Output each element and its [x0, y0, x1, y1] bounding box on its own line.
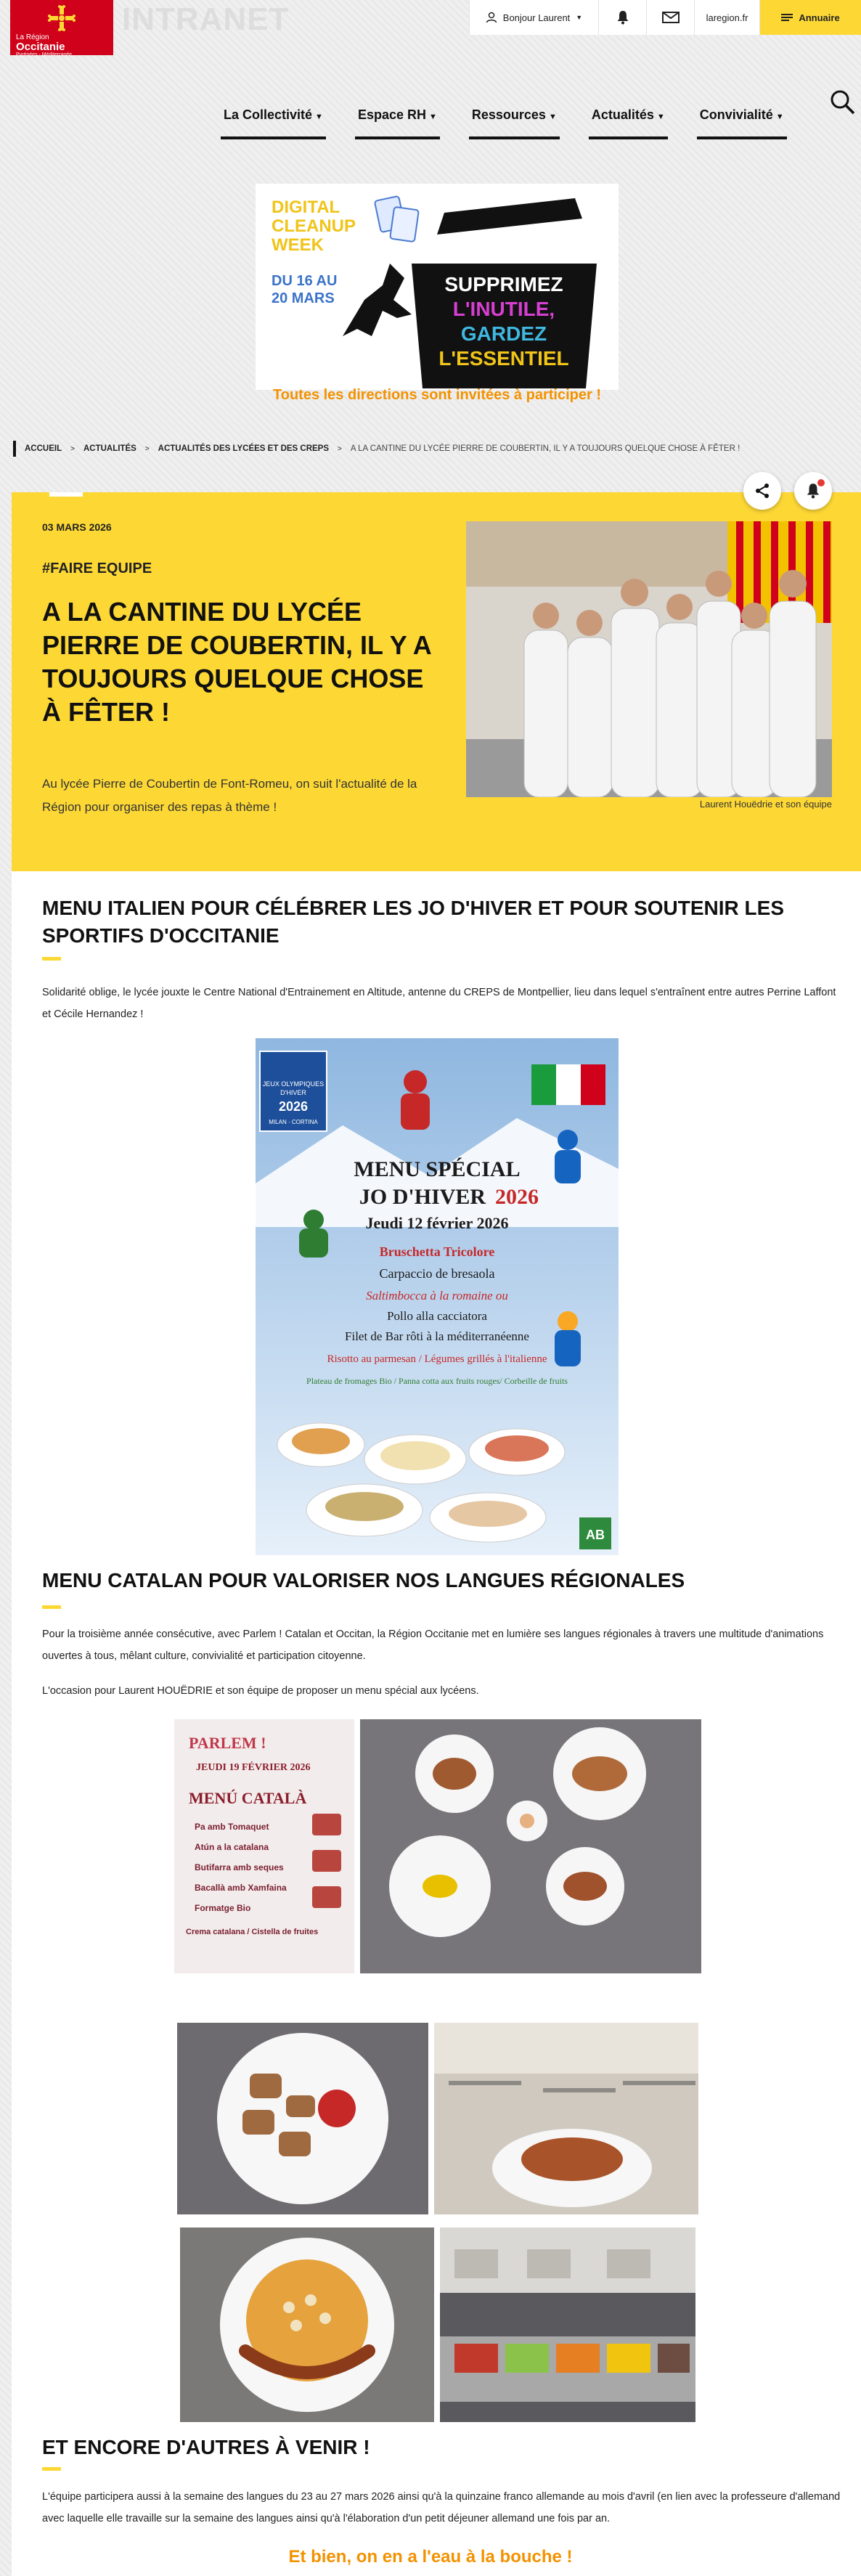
main-nav: [221, 102, 816, 139]
menu-card-item: Crema catalana / Cistella de fruites: [186, 1928, 319, 1936]
photo-caption: Laurent Houëdrie et son équipe: [699, 799, 832, 810]
team-photo: [466, 521, 832, 797]
banner-line3: WEEK: [272, 235, 324, 255]
laregion-link[interactable]: laregion.fr: [694, 0, 759, 35]
user-menu[interactable]: [469, 0, 598, 35]
section-text-a-venir: L'équipe participera aussi à la semaine des langues du 23 au 27 mars 2026 ainsi qu'à la quinzaine franco allemande au mois d'avril (en lien avec la professeure d'allemand avec laquelle elle travaille sur la semaine des langues ainsi qu'à l'élaboration d'un petit déjeuner allemand une fois par an.: [42, 2491, 841, 2524]
article-date: 03 MARS 2026: [42, 521, 112, 533]
nav-actualites[interactable]: [589, 102, 668, 139]
sausage-beans-photo: [180, 2227, 434, 2422]
banner-dates2: 20 MARS: [272, 290, 335, 306]
poster-item: Plateau de fromages Bio / Panna cotta aux fruits rouges/ Corbeille de fruits: [306, 1376, 568, 1386]
menu-jo-poster: [256, 1038, 619, 1555]
poster-item: Bruschetta Tricolore: [379, 1244, 495, 1259]
subscribe-button[interactable]: [794, 472, 832, 510]
breadcrumb-section[interactable]: ACTUALITÉS: [83, 444, 136, 453]
chevron-down-icon: ▼: [576, 14, 583, 21]
nav-label: Espace RH: [357, 107, 426, 122]
chevron-down-icon: ▼: [548, 113, 557, 121]
banner-slogan2: L'INUTILE,: [452, 298, 555, 320]
bread-tomato-photo: [177, 2023, 428, 2214]
notification-dot: [817, 479, 825, 486]
intranet-wordmark: INTRANET: [122, 1, 290, 37]
poster-title2: JO D'HIVER: [359, 1185, 486, 1209]
banner-graphic: [256, 184, 619, 390]
breadcrumb-subsection[interactable]: ACTUALITÉS DES LYCÉES ET DES CREPS: [158, 444, 330, 453]
logo-line3: Pyrénées - Méditerranée: [16, 52, 73, 57]
chevron-right-icon: >: [338, 444, 342, 453]
nav-label: La Collectivité: [224, 107, 313, 122]
poster-item: Filet de Bar rôti à la méditerranéenne: [345, 1329, 529, 1343]
article-tag[interactable]: #FAIRE EQUIPE: [42, 561, 152, 576]
badge-line3: 2026: [278, 1099, 309, 1114]
food-thumbnails: [312, 1814, 341, 1908]
messages-button[interactable]: [646, 0, 694, 35]
article-description: Au lycée Pierre de Coubertin de Font-Romeu, on suit l'actualité de la Région pour organiser des repas à thème !: [42, 777, 417, 814]
closing-tagline: Et bien, on en a l'eau à la bouche !: [288, 2547, 573, 2567]
chevron-down-icon: ▼: [775, 113, 784, 121]
nav-label: Convivialité: [699, 107, 773, 122]
top-bar: [469, 0, 861, 35]
notifications-button[interactable]: [598, 0, 646, 35]
banner-dates1: DU 16 AU: [272, 273, 338, 289]
banner-slogan4: L'ESSENTIEL: [438, 347, 569, 370]
menu-card-item: Pa amb Tomaquet: [195, 1822, 269, 1832]
menu-card-item: Formatge Bio: [195, 1903, 251, 1913]
breadcrumb-current: A LA CANTINE DU LYCÉE PIERRE DE COUBERTIN, IL Y A TOUJOURS QUELQUE CHOSE À FÊTER !: [350, 444, 740, 453]
section-text-italien: Solidarité oblige, le lycée jouxte le Centre National d'Entrainement en Altitude, antenne du CREPS de Montpellier, lieu dans lequel s'entraînent entre autres Perrine Laffont et Cécile Hernandez !: [42, 987, 836, 1020]
share-icon: [754, 483, 770, 499]
badge-line4: MILAN · CORTINA: [269, 1119, 318, 1125]
chevron-right-icon: >: [70, 444, 75, 453]
chevron-right-icon: >: [144, 444, 150, 453]
hero-accent-bar: [49, 492, 83, 497]
banner-line2: CLEANUP: [272, 216, 356, 236]
buffet-counter-photo: [440, 2227, 695, 2422]
user-greeting: Bonjour Laurent: [502, 12, 571, 23]
digital-cleanup-banner[interactable]: [256, 184, 619, 390]
nav-convivialite[interactable]: [697, 102, 787, 139]
nav-espace-rh[interactable]: [355, 102, 440, 139]
banner-caption: Toutes les directions sont invitées à participer !: [273, 387, 601, 403]
user-icon: [486, 12, 497, 23]
banner-slogan1: SUPPRIMEZ: [444, 273, 563, 295]
chevron-down-icon: ▼: [656, 113, 665, 121]
chevron-down-icon: ▼: [315, 113, 323, 121]
section-text-catalan-2: L'occasion pour Laurent HOUËDRIE et son équipe de proposer un menu spécial aux lycéens.: [42, 1685, 479, 1697]
poster-date: Jeudi 12 février 2026: [365, 1214, 509, 1232]
italian-flag: [531, 1064, 605, 1105]
poster-item: Risotto au parmesan / Légumes grillés à l'italienne: [327, 1353, 547, 1365]
title-underline: [42, 1605, 61, 1609]
section-text-catalan-1: Pour la troisième année consécutive, avec Parlem ! Catalan et Occitan, la Région Occitanie met en lumière ses langues régionales à travers une multitude d'animations ouvertes à tous, mêlant culture, convivialité et participation citoyenne.: [42, 1629, 824, 1662]
logo-line2: Occitanie: [16, 41, 65, 53]
nav-ressources[interactable]: [469, 102, 560, 139]
menu-card-item: Atún a la catalana: [195, 1842, 269, 1852]
annuaire-label: Annuaire: [799, 12, 840, 23]
menu-card-title: MENÚ CATALÀ: [189, 1789, 307, 1807]
badge-line1: JEUX OLYMPIQUES: [262, 1080, 325, 1088]
mail-icon: [662, 12, 680, 23]
chevron-down-icon: ▼: [428, 113, 437, 121]
poster-year: 2026: [495, 1185, 539, 1209]
breadcrumb: [13, 441, 748, 457]
section-title-a-venir: ET ENCORE D'AUTRES À VENIR !: [42, 2436, 370, 2458]
ab-label-text: AB: [586, 1528, 605, 1542]
search-icon[interactable]: [828, 87, 857, 116]
article-title: A LA CANTINE DU LYCÉE PIERRE DE COUBERTIN, IL Y A TOUJOURS QUELQUE CHOSE À FÊTER !: [42, 597, 431, 727]
menu-lines-icon: [781, 13, 793, 22]
canteen-plate-photo: [434, 2023, 698, 2214]
section-title-italien: MENU ITALIEN POUR CÉLÉBRER LES JO D'HIVER ET POUR SOUTENIR LES SPORTIFS D'OCCITANIE: [42, 897, 785, 947]
logo-line1: La Région: [16, 33, 49, 41]
breadcrumb-home[interactable]: ACCUEIL: [25, 444, 62, 453]
poster-item: Saltimbocca à la romaine ou: [366, 1289, 508, 1303]
poster-item: Pollo alla cacciatora: [387, 1309, 487, 1323]
catalan-plates-photo: [360, 1719, 701, 1973]
banner-slogan3: GARDEZ: [460, 322, 547, 345]
menu-card-head1: PARLEM !: [189, 1734, 266, 1752]
title-underline: [42, 2467, 61, 2471]
menu-card-item: Bacallà amb Xamfaina: [195, 1883, 287, 1893]
annuaire-button[interactable]: [759, 0, 861, 35]
occitan-cross-icon: [41, 4, 83, 32]
menu-catala-card: [174, 1719, 354, 1973]
bell-icon: [616, 10, 629, 25]
poster-item: Carpaccio de bresaola: [379, 1266, 495, 1281]
region-logo[interactable]: [10, 0, 113, 55]
nav-label: Actualités: [591, 107, 654, 122]
nav-la-collectivite[interactable]: [221, 102, 326, 139]
section-title-catalan: MENU CATALAN POUR VALORISER NOS LANGUES RÉGIONALES: [42, 1569, 685, 1591]
share-button[interactable]: [743, 472, 781, 510]
poster-title1: MENU SPÉCIAL: [354, 1157, 521, 1181]
menu-card-head2: JEUDI 19 FÉVRIER 2026: [196, 1762, 311, 1773]
badge-line2: D'HIVER: [280, 1089, 306, 1096]
nav-label: Ressources: [471, 107, 546, 122]
banner-line1: DIGITAL: [272, 197, 340, 217]
menu-card-item: Butifarra amb seques: [195, 1862, 284, 1872]
title-underline: [42, 957, 61, 961]
